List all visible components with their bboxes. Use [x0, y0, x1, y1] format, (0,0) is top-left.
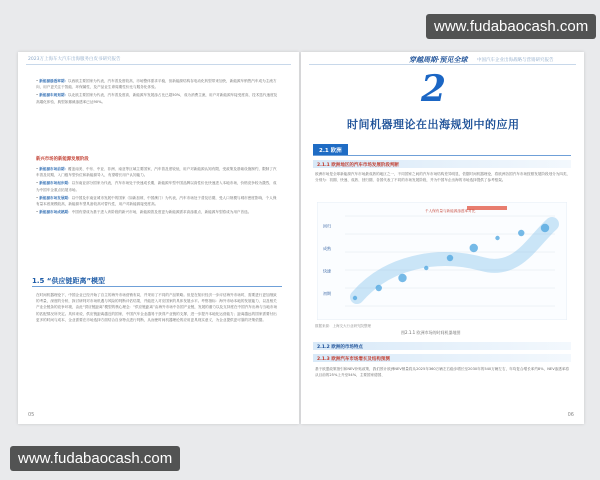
- right-page-header: 中国汽车企业出海战略与营销研究报告: [477, 58, 554, 63]
- left-page-number: 05: [28, 412, 35, 418]
- left-para3: 在时间机器理论下，中国企业已经开始了自主的海外市场营销布局，并采用了不同的产品策略。但是在知识经济一步评估海外市场时，需要进行更加细致的考量，深度的分析，探讨研判对市场机遇与风险的判断评估结果，并能进入对应国家的具体发展水平。考察指标：海外市场本地的发展能力，以及相关产业全链条的竞争环境，由此“供应链距离”模型的核心理念：“供应链距离”由海外市场中各国产业链，发展的潜力以及支持度在中国汽车出海与当地市场的匹配情况所决定。具体来说，供应链距离越近的国家，中国汽车企业越易于获得产业链的支撑，进一步提升本地化运营能力；距离越远的国家需要付出更多的时间与成本，企业需要在市场选择方面结合自身特点进行判断，从而使时间机器理论的应用更具现实意义，为企业提供更可靠的决策依据。: [36, 293, 278, 322]
- chart-point: [353, 296, 357, 300]
- right-logo-text: 穿越周期·预见全球: [409, 55, 468, 64]
- sub-heading-banner: [313, 160, 571, 168]
- sub-heading-banner: [313, 342, 571, 350]
- sub-heading-2-1-2: 2.1.2 欧洲的市场特点: [317, 344, 363, 350]
- chart-point: [376, 285, 382, 291]
- list-item: • 新能源市场成熟期：中国有望成为基于进入该阶段的新兴市场，新能源普及度更为新能源需求高渗重点，新能源车型将成为用户首选。: [36, 210, 252, 215]
- list-item: • 新能源市场发展期：以中国及东南亚城市发展中的国家（如新加坡、中国澳门）为代表，汽车市场处于普及后期，受人口规模与城市密度影响，个人保有量本底规模较高，新能源车型具备较高可替代性，用户对新能源接受度高。: [36, 195, 277, 207]
- chart-point: [495, 236, 499, 240]
- header-divider: [26, 64, 291, 65]
- list-item: • 新能源车规划期：以北欧主要国家为代表，汽车普及度高，新能源车发展渗占比已超50%，成为消费主流，用户对新能源车接受度高，技术迭代速度及高端化体验，典型如挪威渗透率已达90%。: [36, 93, 278, 104]
- list-item: • 新能源市场起步期：以东南亚部分国家为代表，汽车市场处于快速成长期，新能源车型中国品牌以高性价比快速进入本地市场，价格竞争较为激烈，成为中国车企重点拓展市场。: [36, 181, 277, 192]
- chart-point: [541, 224, 549, 232]
- right-page-number: 06: [567, 412, 574, 418]
- list-item: • 新能源渗透率期：以西欧主要国家为代表，汽车普及度较高，市场整体需求平稳，但新能源结构存电动化转型带来加快，新能源车销售汽车成为主流方向，用户更关注于智能、环保属性，及产品业生命周期性价比与服务化体验。: [36, 79, 277, 90]
- chart-source-note: 数据来源：上海交大行业研究院整理: [315, 324, 371, 328]
- chart-legend-label: 千人保有量与新能源渗透率对比: [425, 209, 476, 213]
- right-para2: 基于欧盟政策指引和NEV补贴政策，我们预计欧洲NEV销量将从2025年360万辆左右稳步增长至2030年的540万辆左右，年均复合增长率约8%，NEV渗透率将从目前的25%上升至54%，主要国家德国、: [315, 367, 570, 378]
- chapter-title: 时间机器理论在出海规划中的应用: [347, 118, 520, 131]
- chapter-number: 2: [421, 68, 447, 110]
- left-para2: [36, 166, 280, 215]
- chart-point: [518, 230, 524, 236]
- right-para1: 欧洲市场是全球新能源汽车市场最成熟的地区之一，不同国家之间的汽车市场结构差异明显，依据时间机器理论，将欧洲各国汽车市场按照发展阶段划分为四类，分别为：初期、快速、成熟、回归期，各国代表了不同的市场发展阶段，并为中国车企出海的市场选择提供了参考框架。: [315, 172, 571, 183]
- header-divider: [309, 64, 576, 65]
- chart-stage-label: 成熟: [323, 245, 331, 251]
- chart-stage-label: 初期: [323, 290, 331, 296]
- left-para1: [36, 78, 280, 105]
- chart-point: [470, 244, 478, 252]
- sub-heading-banner: [313, 354, 571, 362]
- sub-heading-2-1-3: 2.1.3 欧洲汽车市场增长及结构预测: [317, 356, 390, 362]
- section-divider: [32, 286, 282, 287]
- sub-heading-2-1-1: 2.1.1 欧洲地区的汽车市场发展阶段判断: [317, 162, 399, 168]
- section-title-1-5: 1.5 “供应链距离”模型: [32, 277, 106, 285]
- chart-stage-label: 快速: [323, 268, 331, 274]
- section-chip-europe: 2.1 欧洲: [313, 144, 348, 156]
- section-divider: [313, 155, 571, 156]
- list-item: • 新能源市场前期：覆盖南美、中东、中亚、非洲、南亚等区域主要国家，汽车普及度较低，用户对新能源认知有限，受政策及基础设施制约，限制了汽车普及初期，入门级车型价位和新能源导入，有望增长用户认知能力。: [36, 167, 277, 178]
- watermark-top: www.fudabaocash.com: [426, 14, 596, 39]
- chart-point: [447, 255, 453, 261]
- figure-caption: 图2.1.1 欧洲市场的时间机器地图: [401, 330, 461, 335]
- chart-stage-label: 回归: [323, 223, 331, 229]
- chart-point: [398, 274, 406, 282]
- left-page-header: 2023万上海车大汽车出海服务白皮书研究报告: [28, 57, 121, 62]
- left-sub-heading: 新兴市场的新能源发展阶段: [36, 157, 89, 162]
- watermark-bottom: www.fudabaocash.com: [10, 446, 180, 471]
- left-page: [18, 52, 299, 424]
- chart-point: [424, 266, 428, 270]
- right-page: [301, 52, 584, 424]
- time-machine-map-chart: [317, 202, 567, 320]
